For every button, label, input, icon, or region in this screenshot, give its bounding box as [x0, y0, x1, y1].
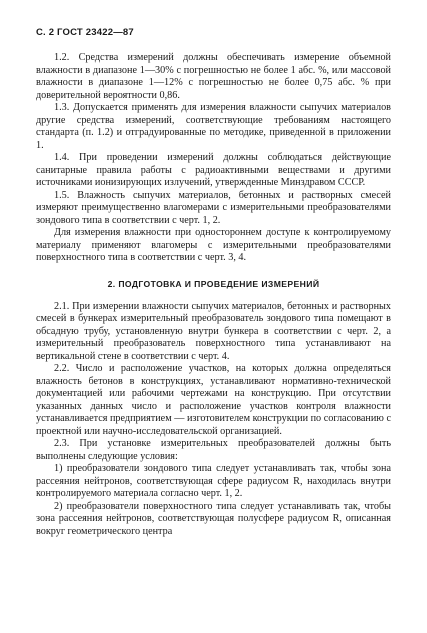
- paragraph-2-3-item-2: 2) преобразователи поверхностного типа следует устанавливать так, чтобы зона рассеяния нейтронов, соответствующая полусфере радиусом R, описанная вокруг геометрического центра: [36, 500, 391, 537]
- paragraph-2-2: 2.2. Число и расположение участков, на которых должна определяться влажность бетонов в конструкциях, устанавливают нормативно-технической документацией или рабочими чертежами на конструкцию. При отсутствии указанных данных число и расположение участков контроля влажности устанавливается предприятием — изготовителем конструкции по согласованию с проектной или научно-исследовательской организацией.: [36, 363, 391, 437]
- paragraph-1-2: 1.2. Средства измерений должны обеспечивать измерение объемной влажности в диапазоне 1—30% с погрешностью не более 1 абс. %, или массовой влажности в диапазоне 1—12% с погрешностью не более 0,75 абс. % при доверительной вероятности 0,86.: [36, 52, 391, 101]
- page-header: С. 2 ГОСТ 23422—87: [36, 27, 134, 38]
- section-title: 2. ПОДГОТОВКА И ПРОВЕДЕНИЕ ИЗМЕРЕНИЙ: [107, 278, 320, 289]
- paragraph-2-3-item-1: 1) преобразователи зондового типа следует устанавливать так, чтобы зона рассеяния нейтронов, соответствующая сфере радиусом R, находилась внутри контролируемого материала согласно черт. 1, 2.: [36, 463, 391, 499]
- paragraph-2-3: 2.3. При установке измерительных преобразователей должны быть выполнены следующие условия:: [36, 438, 391, 462]
- paragraph-1-5: 1.5. Влажность сыпучих материалов, бетонных и растворных смесей измеряют преимущественно влагомерами с измерительными преобразователями зондового типа в соответствии с черт. 1, 2.: [36, 189, 391, 226]
- paragraph-1-5-cont: Для измерения влажности при одностороннем доступе к контролируемому материалу применяют влагомеры с измерительными преобразователями поверхностного типа в соответствии с черт. 3, 4.: [36, 227, 391, 263]
- paragraph-1-3: 1.3. Допускается применять для измерения влажности сыпучих материалов другие средства измерений, соответствующие требованиям настоящего стандарта (п. 1.2) и отградуированные по методике, приведенной в приложении 1.: [36, 102, 391, 151]
- paragraph-1-4: 1.4. При проведении измерений должны соблюдаться действующие санитарные правила работы с радиоактивными веществами и другими источниками ионизирующих излучений, утвержденные Минздравом СССР.: [36, 152, 391, 188]
- paragraph-2-1: 2.1. При измерении влажности сыпучих материалов, бетонных и растворных смесей в бункерах измерительный преобразователь зондового типа помещают в обсадную трубу, установленную внутри бункера в соответствии с черт. 2, а измерительный преобразователь поверхностного типа устанавливают на вертикальной стене в соответствии с черт. 4.: [36, 300, 391, 362]
- page-content: [36, 52, 391, 538]
